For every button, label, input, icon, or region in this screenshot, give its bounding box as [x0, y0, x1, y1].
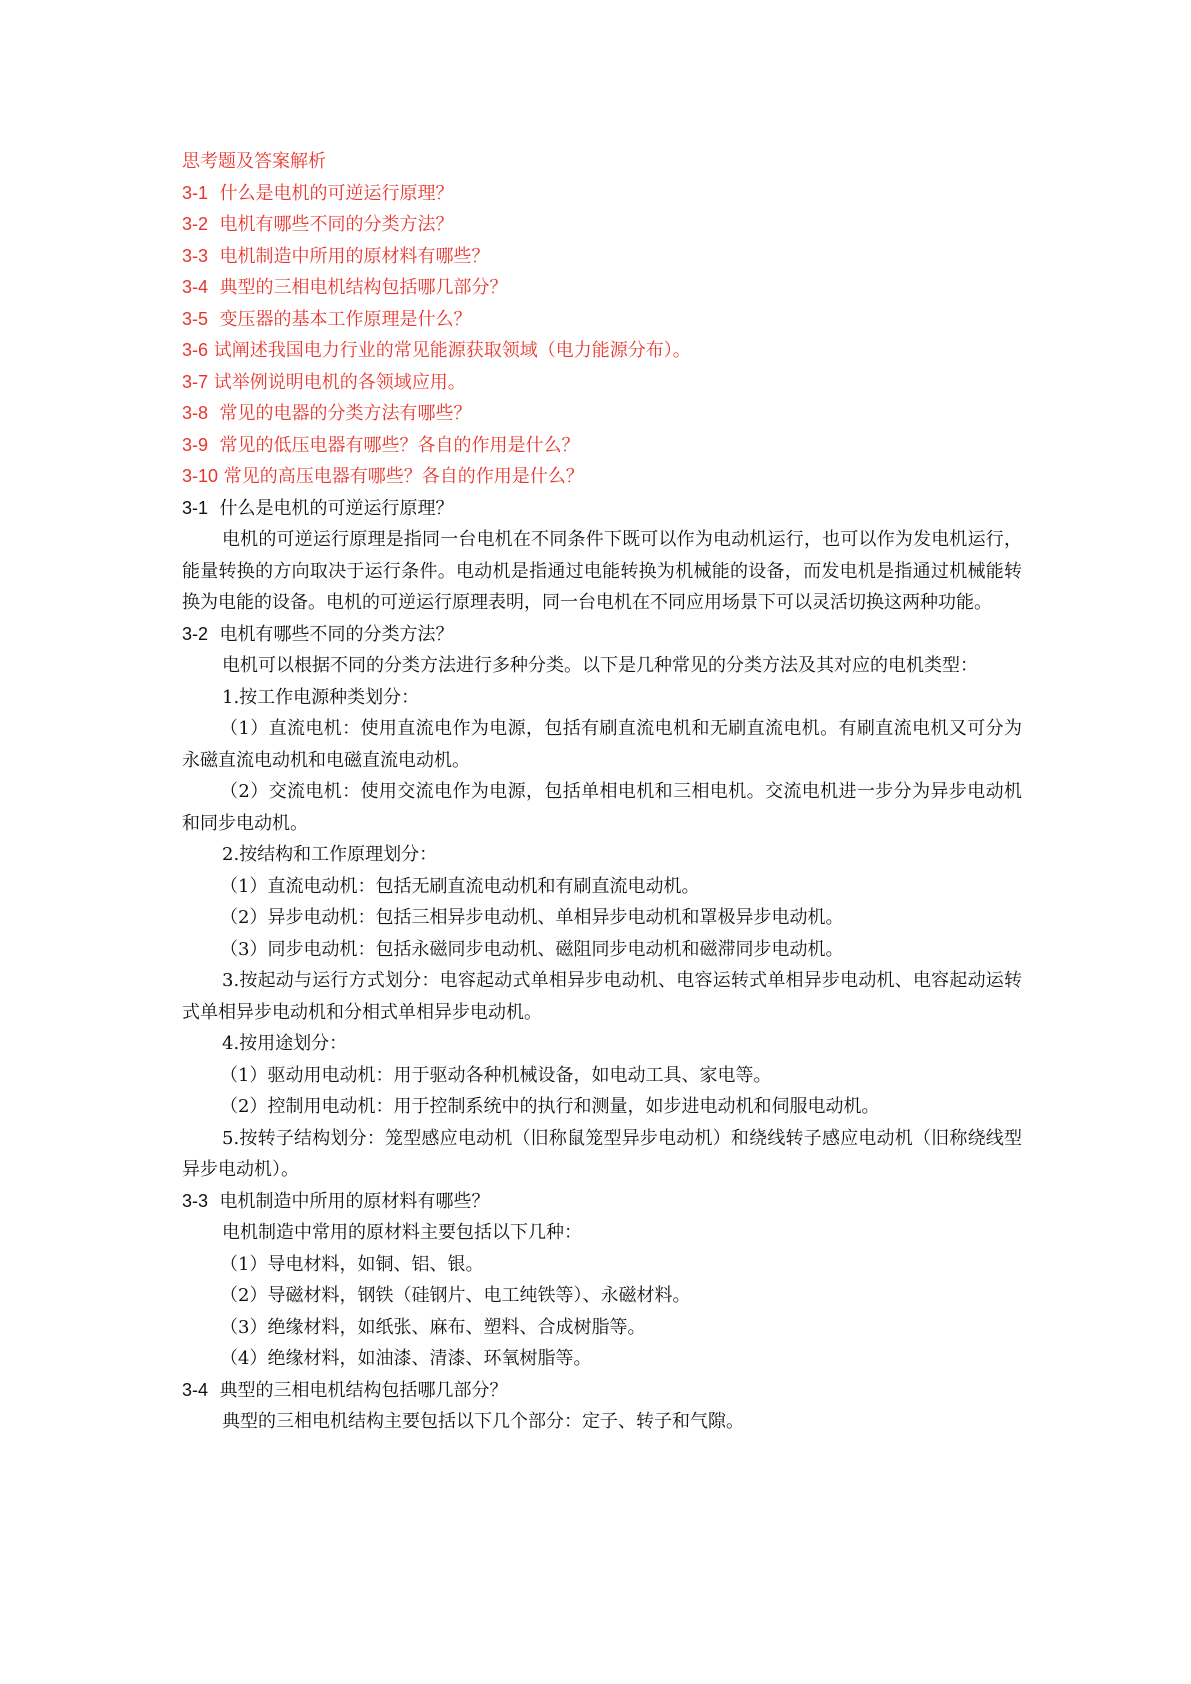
- list-item: （1）导电材料，如铜、铝、银。: [220, 1253, 484, 1275]
- toc-item: 3-10 常见的高压电器有哪些？各自的作用是什么？: [182, 466, 584, 487]
- toc-heading: 思考题及答案解析: [182, 151, 326, 172]
- toc-item: 3-5 变压器的基本工作原理是什么？: [182, 308, 472, 330]
- answer-paragraph: 电机可以根据不同的分类方法进行多种分类。以下是几种常见的分类方法及其对应的电机类型：: [222, 655, 978, 676]
- toc-item: 3-4 典型的三相电机结构包括哪几部分？: [182, 277, 508, 298]
- answer-paragraph: 电机制造中常用的原材料主要包括以下几种：: [222, 1222, 582, 1243]
- list-item: （2）交流电机：使用交流电作为电源，包括单相电机和三相电机。交流电机进一步分为异步电动机和同步电动机。: [182, 781, 1022, 834]
- answer-paragraph: 电机的可逆运行原理是指同一台电机在不同条件下既可以作为电动机运行，也可以作为发电机运行，能量转换的方向取决于运行条件。电动机是指通过电能转换为机械能的设备，而发电机是指通过机械能转换为电能的设备。电机的可逆运行原理表明，同一台电机在不同应用场景下可以灵活切换这两种功能。: [182, 529, 1022, 613]
- toc-item: 3-7 试举例说明电机的各领域应用。: [182, 371, 466, 393]
- list-item: （4）绝缘材料，如油漆、清漆、环氧树脂等。: [220, 1348, 592, 1369]
- document-page: [182, 146, 1022, 1438]
- category-heading: 1.按工作电源种类划分：: [222, 686, 420, 708]
- list-item: （2）导磁材料，钢铁（硅钢片、电工纯铁等）、永磁材料。: [220, 1285, 691, 1306]
- list-item: （2）异步电动机：包括三相异步电动机、单相异步电动机和罩极异步电动机。: [220, 907, 844, 928]
- category-heading: 5.按转子结构划分：笼型感应电动机（旧称鼠笼型异步电动机）和绕线转子感应电动机（旧称绕线型异步电动机）。: [182, 1127, 1022, 1180]
- question-heading: 3-3 电机制造中所用的原材料有哪些？: [182, 1190, 490, 1212]
- answer-paragraph: 典型的三相电机结构主要包括以下几个部分：定子、转子和气隙。: [222, 1411, 744, 1432]
- list-item: （1）直流电动机：包括无刷直流电动机和有刷直流电动机。: [220, 875, 700, 897]
- question-heading: 3-1 什么是电机的可逆运行原理？: [182, 497, 454, 519]
- category-heading: 2.按结构和工作原理划分：: [222, 844, 438, 865]
- list-item: （2）控制用电动机：用于控制系统中的执行和测量，如步进电动机和伺服电动机。: [220, 1096, 880, 1117]
- category-heading: 4.按用途划分：: [222, 1033, 348, 1054]
- question-heading: 3-4 典型的三相电机结构包括哪几部分？: [182, 1379, 508, 1401]
- list-item: （3）同步电动机：包括永磁同步电动机、磁阻同步电动机和磁滞同步电动机。: [220, 938, 844, 960]
- question-heading: 3-2 电机有哪些不同的分类方法？: [182, 623, 454, 645]
- toc-item: 3-9 常见的低压电器有哪些？各自的作用是什么？: [182, 434, 580, 456]
- toc-item: 3-8 常见的电器的分类方法有哪些？: [182, 403, 472, 424]
- toc-item: 3-6 试阐述我国电力行业的常见能源获取领域（电力能源分布）。: [182, 340, 691, 361]
- toc-item: 3-3 电机制造中所用的原材料有哪些？: [182, 245, 490, 267]
- list-item: （1）直流电机：使用直流电作为电源，包括有刷直流电机和无刷直流电机。有刷直流电机又可分为永磁直流电动机和电磁直流电动机。: [182, 718, 1022, 771]
- list-item: （3）绝缘材料，如纸张、麻布、塑料、合成树脂等。: [220, 1316, 646, 1338]
- toc-item: 3-1 什么是电机的可逆运行原理？: [182, 182, 454, 204]
- category-heading: 3.按起动与运行方式划分：电容起动式单相异步电动机、电容运转式单相异步电动机、电容起动运转式单相异步电动机和分相式单相异步电动机。: [182, 970, 1022, 1023]
- toc-item: 3-2 电机有哪些不同的分类方法？: [182, 214, 454, 235]
- list-item: （1）驱动用电动机：用于驱动各种机械设备，如电动工具、家电等。: [220, 1064, 772, 1086]
